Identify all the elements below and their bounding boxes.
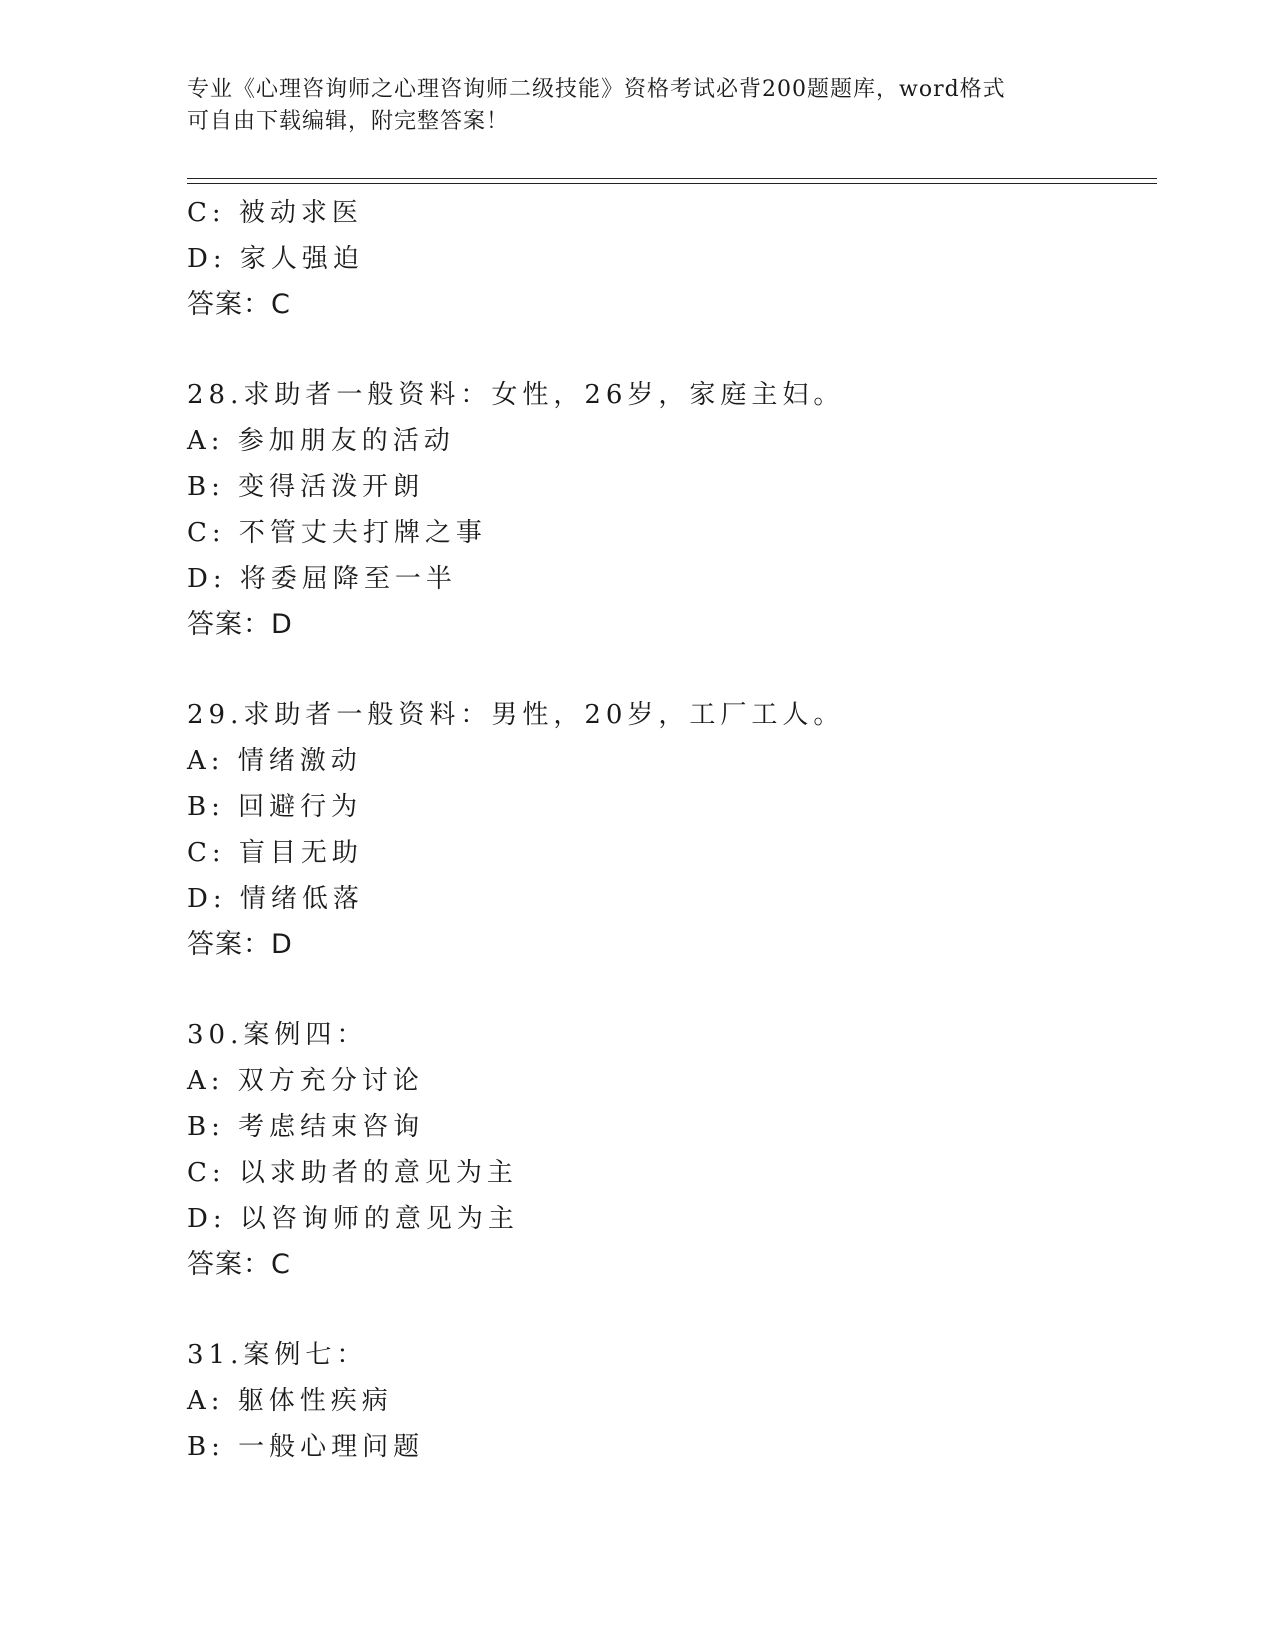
question-29 xyxy=(187,692,1147,968)
document-body xyxy=(187,190,1147,1470)
option-c: C: 盲目无助 xyxy=(187,838,363,868)
answer: 答案：D xyxy=(187,929,293,960)
question-28 xyxy=(187,372,1147,648)
question-31 xyxy=(187,1332,1147,1470)
answer: 答案：D xyxy=(187,609,293,640)
document-header xyxy=(187,74,1087,138)
question-stem: 29.求助者一般资料：男性，20岁，工厂工人。 xyxy=(187,700,845,730)
option-a: A: 参加朋友的活动 xyxy=(187,426,455,456)
option-d: D: 情绪低落 xyxy=(187,884,364,914)
header-line-1: 专业《心理咨询师之心理咨询师二级技能》资格考试必背200题题库，word格式 xyxy=(187,77,1006,102)
answer: 答案：C xyxy=(187,289,291,320)
option-d: D: 家人强迫 xyxy=(187,244,364,274)
option-c: C: 不管丈夫打牌之事 xyxy=(187,518,487,548)
question-stem: 30.案例四： xyxy=(187,1020,368,1050)
question-27-fragment xyxy=(187,190,1147,328)
question-30 xyxy=(187,1012,1147,1288)
option-b: B: 一般心理问题 xyxy=(187,1432,425,1462)
question-stem: 31.案例七： xyxy=(187,1340,368,1370)
option-b: B: 考虑结束咨询 xyxy=(187,1112,425,1142)
option-a: A: 双方充分讨论 xyxy=(187,1066,424,1096)
header-divider-bottom xyxy=(187,183,1157,184)
option-b: B: 变得活泼开朗 xyxy=(187,472,425,502)
header-line-2: 可自由下载编辑，附完整答案！ xyxy=(187,109,510,134)
option-a: A: 情绪激动 xyxy=(187,746,362,776)
option-c: C: 被动求医 xyxy=(187,198,363,228)
question-stem: 28.求助者一般资料：女性，26岁，家庭主妇。 xyxy=(187,380,845,410)
option-d: D: 将委屈降至一半 xyxy=(187,564,457,594)
option-c: C: 以求助者的意见为主 xyxy=(187,1158,518,1188)
answer: 答案：C xyxy=(187,1249,291,1280)
option-a: A: 躯体性疾病 xyxy=(187,1386,393,1416)
option-b: B: 回避行为 xyxy=(187,792,363,822)
header-divider-top xyxy=(187,178,1157,179)
option-d: D: 以咨询师的意见为主 xyxy=(187,1204,519,1234)
